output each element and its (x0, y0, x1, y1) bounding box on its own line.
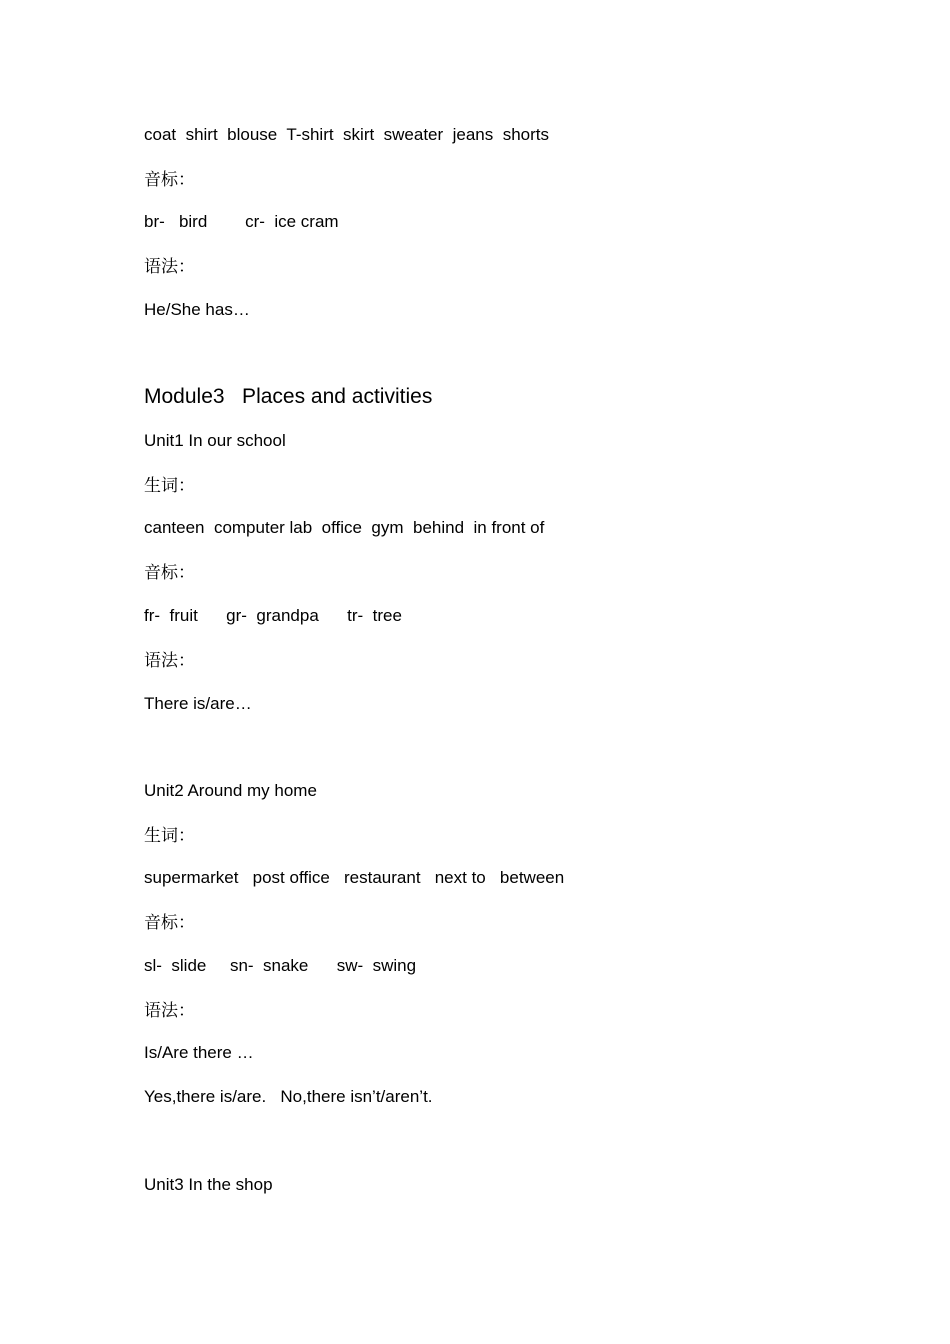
grammar-label: 语法： (144, 1001, 195, 1020)
phonetics-label: 音标： (144, 170, 195, 189)
unit1-title: Unit1 In our school (144, 431, 286, 450)
module3-heading: Module3 Places and activities (144, 385, 433, 408)
phonetics-label: 音标： (144, 913, 195, 932)
phonetics-sl-sn-sw: sl- slide sn- snake sw- swing (144, 956, 417, 975)
unit3-title: Unit3 In the shop (144, 1175, 273, 1194)
vocabulary-clothes: coat shirt blouse T-shirt skirt sweater jeans shorts (144, 125, 550, 144)
phonetics-br-cr: br- bird cr- ice cram (144, 212, 339, 231)
grammar-answers: Yes,there is/are. No,there isn’t/aren’t. (144, 1087, 433, 1106)
phonetics-label: 音标： (144, 563, 195, 582)
vocabulary-school: canteen computer lab office gym behind in front of (144, 518, 545, 537)
grammar-he-she-has: He/She has… (144, 300, 250, 319)
unit2-title: Unit2 Around my home (144, 781, 317, 800)
grammar-is-are-there: Is/Are there … (144, 1043, 254, 1062)
vocabulary-home: supermarket post office restaurant next to between (144, 868, 565, 887)
grammar-there-is-are: There is/are… (144, 694, 252, 713)
new-words-label: 生词： (144, 476, 195, 495)
grammar-label: 语法： (144, 651, 195, 670)
new-words-label: 生词： (144, 826, 195, 845)
phonetics-fr-gr-tr: fr- fruit gr- grandpa tr- tree (144, 606, 402, 625)
grammar-label: 语法： (144, 257, 195, 276)
